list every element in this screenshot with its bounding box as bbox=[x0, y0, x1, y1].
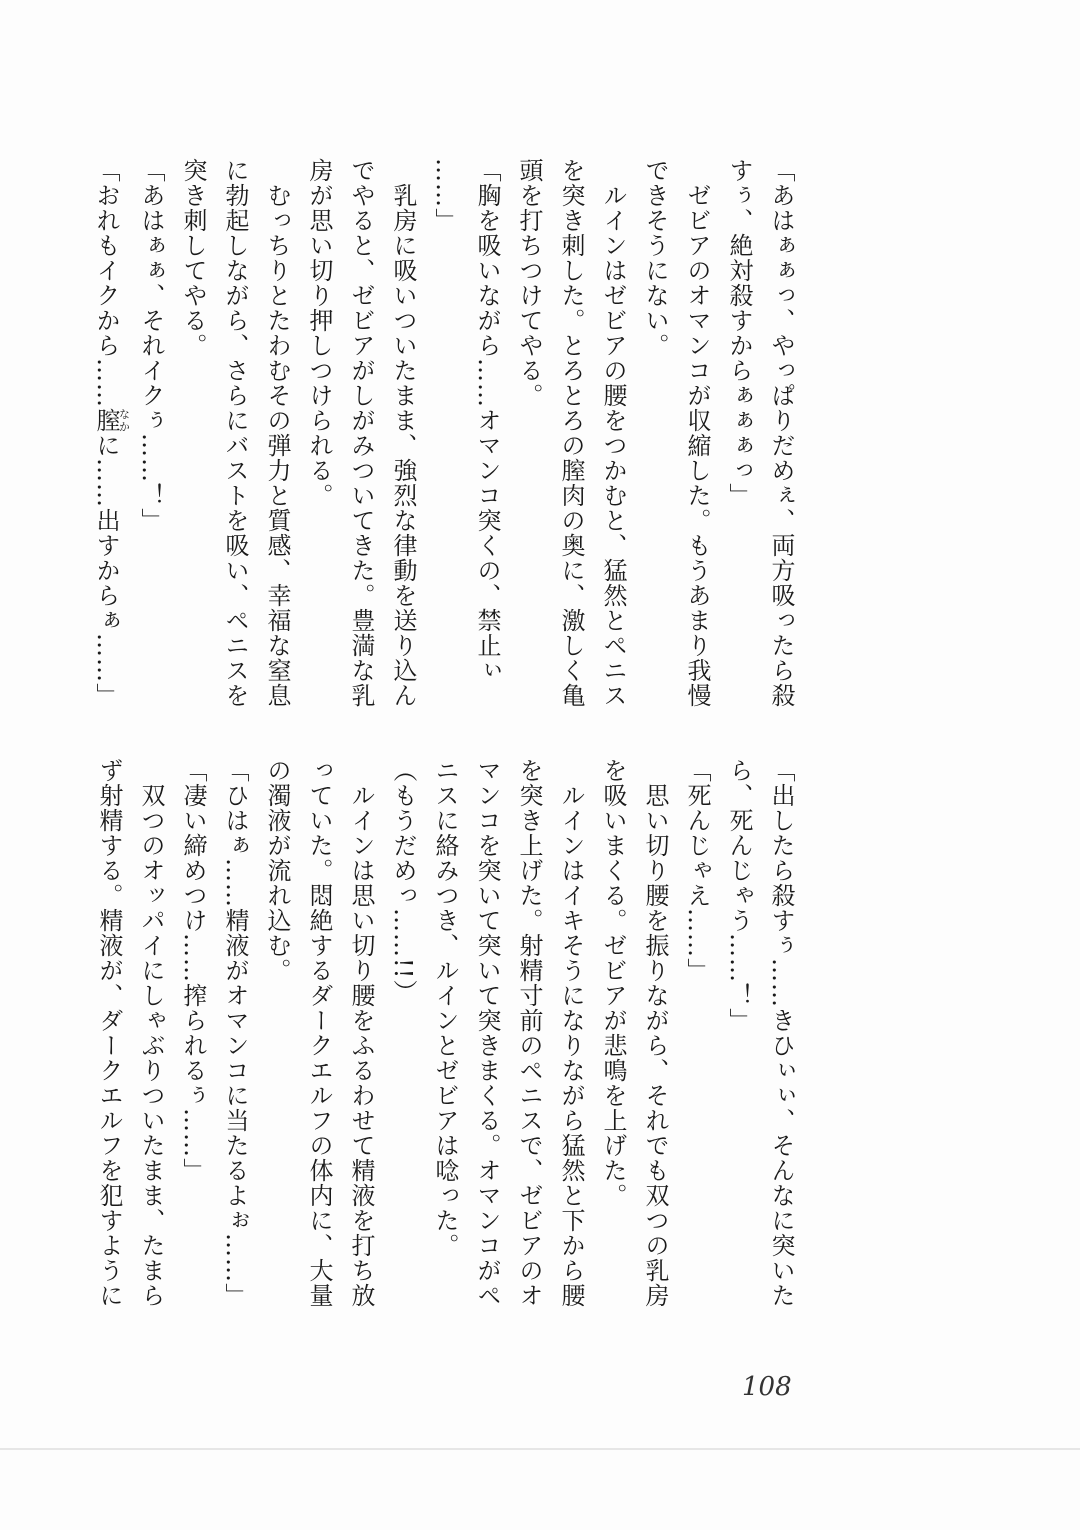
upper-text-block bbox=[88, 158, 802, 718]
text-column: 房が思い切り押しつけられる。 bbox=[305, 158, 333, 508]
text-column: 突き刺してやる。 bbox=[179, 158, 207, 358]
text-column: （もうだめっ……!!） bbox=[389, 758, 417, 1005]
page-number: 108 bbox=[742, 1372, 792, 1402]
text-column: ら、死んじゃう……！」 bbox=[725, 758, 753, 1033]
ruby-reading: なか bbox=[117, 408, 131, 433]
text-segment: 「おれもイクから…… bbox=[92, 158, 120, 408]
text-column: ニスに絡みつき、ルインとゼビアは唸った。 bbox=[431, 758, 459, 1258]
text-column: すぅ、絶対殺すからぁぁぁっ」 bbox=[725, 158, 753, 508]
text-column: むっちりとたわむその弾力と質感、幸福な窒息 bbox=[263, 158, 291, 708]
text-column: を突き上げた。射精寸前のペニスで、ゼビアのオ bbox=[515, 758, 543, 1308]
text-column: 「死んじゃえ……」 bbox=[683, 758, 711, 983]
lower-text-block bbox=[88, 758, 802, 1358]
ruby-word bbox=[92, 408, 131, 433]
text-column bbox=[88, 158, 130, 718]
text-column: ルインは思い切り腰をふるわせて精液を打ち放 bbox=[347, 758, 375, 1308]
text-column: の濁液が流れ込む。 bbox=[263, 758, 291, 983]
text-segment: に……出すからぁ……」 bbox=[92, 433, 120, 708]
ruby-base: 膣 bbox=[92, 408, 120, 433]
text-column: 「出したら殺すぅ……きひぃぃ、そんなに突いた bbox=[767, 758, 795, 1308]
text-column: でやると、ゼビアがしがみついてきた。豊満な乳 bbox=[347, 158, 375, 708]
text-column: ルインはイキそうになりながら猛然と下から腰 bbox=[557, 758, 585, 1308]
scan-edge-line bbox=[0, 1448, 1080, 1450]
text-column: できそうにない。 bbox=[641, 158, 669, 358]
text-column: ……」 bbox=[431, 158, 459, 233]
text-column: 「あはぁぁっ、やっぱりだめぇ、両方吸ったら殺 bbox=[767, 158, 795, 708]
text-column: 「凄い締めつけ……搾られるぅ……」 bbox=[179, 758, 207, 1183]
text-column: 「ひはぁ……精液がオマンコに当たるよぉ……」 bbox=[221, 758, 249, 1308]
text-column: を吸いまくる。ゼビアが悲鳴を上げた。 bbox=[599, 758, 627, 1208]
text-column: マンコを突いて突いて突きまくる。オマンコがペ bbox=[473, 758, 501, 1308]
text-column: 「胸を吸いながら……オマンコ突くの、禁止ぃ bbox=[473, 158, 501, 683]
text-column: ゼビアのオマンコが収縮した。もうあまり我慢 bbox=[683, 158, 711, 708]
text-column: 乳房に吸いついたまま、強烈な律動を送り込ん bbox=[389, 158, 417, 708]
text-column: を突き刺した。とろとろの膣肉の奥に、激しく亀 bbox=[557, 158, 585, 708]
text-column: 思い切り腰を振りながら、それでも双つの乳房 bbox=[641, 758, 669, 1308]
text-column: ルインはゼビアの腰をつかむと、猛然とペニス bbox=[599, 158, 627, 708]
text-column: 双つのオッパイにしゃぶりついたまま、たまら bbox=[137, 758, 165, 1308]
text-column: っていた。悶絶するダークエルフの体内に、大量 bbox=[305, 758, 333, 1308]
text-column: に勃起しながら、さらにバストを吸い、ペニスを bbox=[221, 158, 249, 708]
text-column: ず射精する。精液が、ダークエルフを犯すように bbox=[95, 758, 123, 1308]
text-column: 「あはぁぁ、それイクぅ……！」 bbox=[137, 158, 165, 533]
text-column: 頭を打ちつけてやる。 bbox=[515, 158, 543, 408]
